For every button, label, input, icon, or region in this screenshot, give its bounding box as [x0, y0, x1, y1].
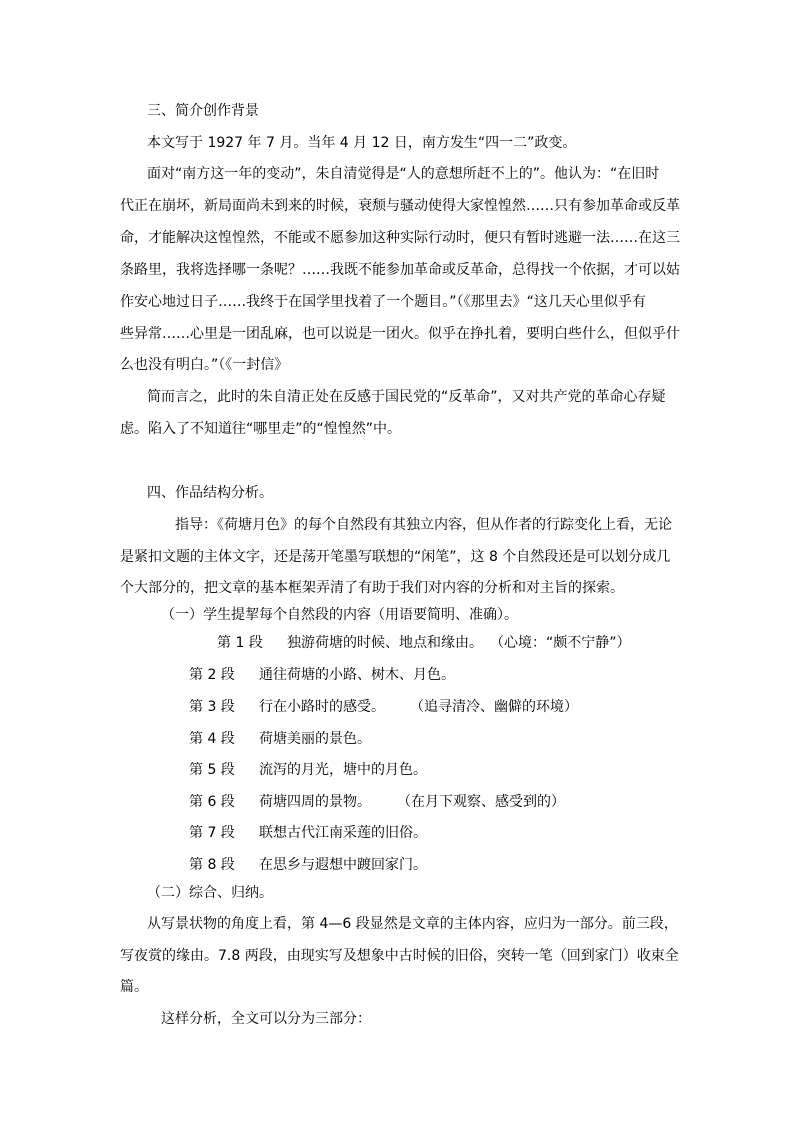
paragraph-background-line-6: 些异常……心里是一团乱麻，也可以说是一团火。似乎在挣扎着，要明白些什么，但似乎什	[120, 326, 680, 342]
paragraph-background-line-3: 命，才能解决这惶惶然，不能或不愿参加这种实际行动时，便只有暂时逃避一法……在这三	[120, 230, 680, 246]
list-item-num: 第 2 段	[189, 667, 235, 683]
list-item-text: 在思乡与遐想中踱回家门。	[259, 857, 427, 873]
list-item-note: （追寻清冷、幽僻的环境）	[410, 699, 578, 715]
paragraph-summary-line-1: 简而言之，此时的朱自清正处在反感于国民党的“反革命”，又对共产党的革命心存疑	[147, 389, 666, 405]
summary-line-3: 篇。	[120, 979, 148, 995]
list-item-num: 第 5 段	[189, 762, 235, 778]
list-item-num: 第 6 段	[189, 794, 235, 810]
list-item-num: 第 8 段	[189, 857, 235, 873]
paragraph-background-line-5: 作安心地过日子……我终于在国学里找着了一个题目。”（《那里去》“这几天心里似乎有	[120, 294, 646, 310]
list-item-text: 独游荷塘的时候、地点和缘由。	[287, 635, 483, 651]
section-heading-background: 三、简介创作背景	[147, 103, 259, 119]
guide-line-3: 个大部分的，把文章的基本框架弄清了有助于我们对内容的分析和对主旨的探索。	[120, 580, 624, 596]
summary-line-1: 从写景状物的角度上看，第 4—6 段显然是文章的主体内容，应归为一部分。前三段，	[147, 916, 678, 932]
paragraph-date: 本文写于 1927 年 7 月。当年 4 月 12 日，南方发生“四一二”政变。	[147, 135, 577, 151]
list-item-num: 第 4 段	[189, 731, 235, 747]
closing-sentence: 这样分析，全文可以分为三部分：	[161, 1011, 371, 1027]
summary-line-2: 写夜赏的缘由。7.8 两段，由现实写及想象中古时候的旧俗，突转一笔（回到家门）收束全	[120, 948, 679, 964]
list-item-num: 第 3 段	[189, 699, 235, 715]
list-item-note: （在月下观察、感受到的）	[397, 794, 565, 810]
list-item-text: 荷塘美丽的景色。	[259, 731, 371, 747]
list-item-note: （心境：“颇不宁静”）	[490, 635, 631, 651]
paragraph-background-line-7: 么也没有明白。”（《一封信》	[120, 357, 289, 373]
list-item-text: 流泻的月光，塘中的月色。	[259, 762, 427, 778]
guide-line-1: 指导：《荷塘月色》的每个自然段有其独立内容，但从作者的行踪变化上看，无论	[175, 517, 672, 533]
section-heading-structure: 四、作品结构分析。	[147, 485, 273, 501]
paragraph-summary-line-2: 虑。陷入了不知道往“哪里走”的“惶惶然”中。	[120, 421, 402, 437]
list-item-num: 第 7 段	[189, 825, 235, 841]
guide-line-2: 是紧扣文题的主体文字，还是荡开笔墨写联想的“闲笔”，这 8 个自然段还是可以划分成几	[120, 549, 671, 565]
paragraph-background-line-4: 条路里，我将选择哪一条呢？……我既不能参加革命或反革命，总得找一个依据，才可以姑	[120, 262, 680, 278]
list-item-text: 通往荷塘的小路、树木、月色。	[259, 667, 455, 683]
list-item-text: 行在小路时的感受。	[259, 699, 385, 715]
list-item-num: 第 1 段	[217, 635, 263, 651]
subsection-heading-1: （一）学生提挈每个自然段的内容（用语要简明、准确）。	[161, 607, 518, 623]
list-item-text: 荷塘四周的景物。	[259, 794, 371, 810]
subsection-heading-2: （二）综合、归纳。	[147, 885, 273, 901]
paragraph-background-line-1: 面对“南方这一年的变动”，朱自清觉得是“人的意想所赶不上的”。他认为：“在旧时	[147, 166, 660, 182]
list-item-text: 联想古代江南采莲的旧俗。	[259, 825, 427, 841]
paragraph-background-line-2: 代正在崩坏，新局面尚未到来的时候，衰颓与骚动使得大家惶惶然……只有参加革命或反革	[120, 198, 680, 214]
